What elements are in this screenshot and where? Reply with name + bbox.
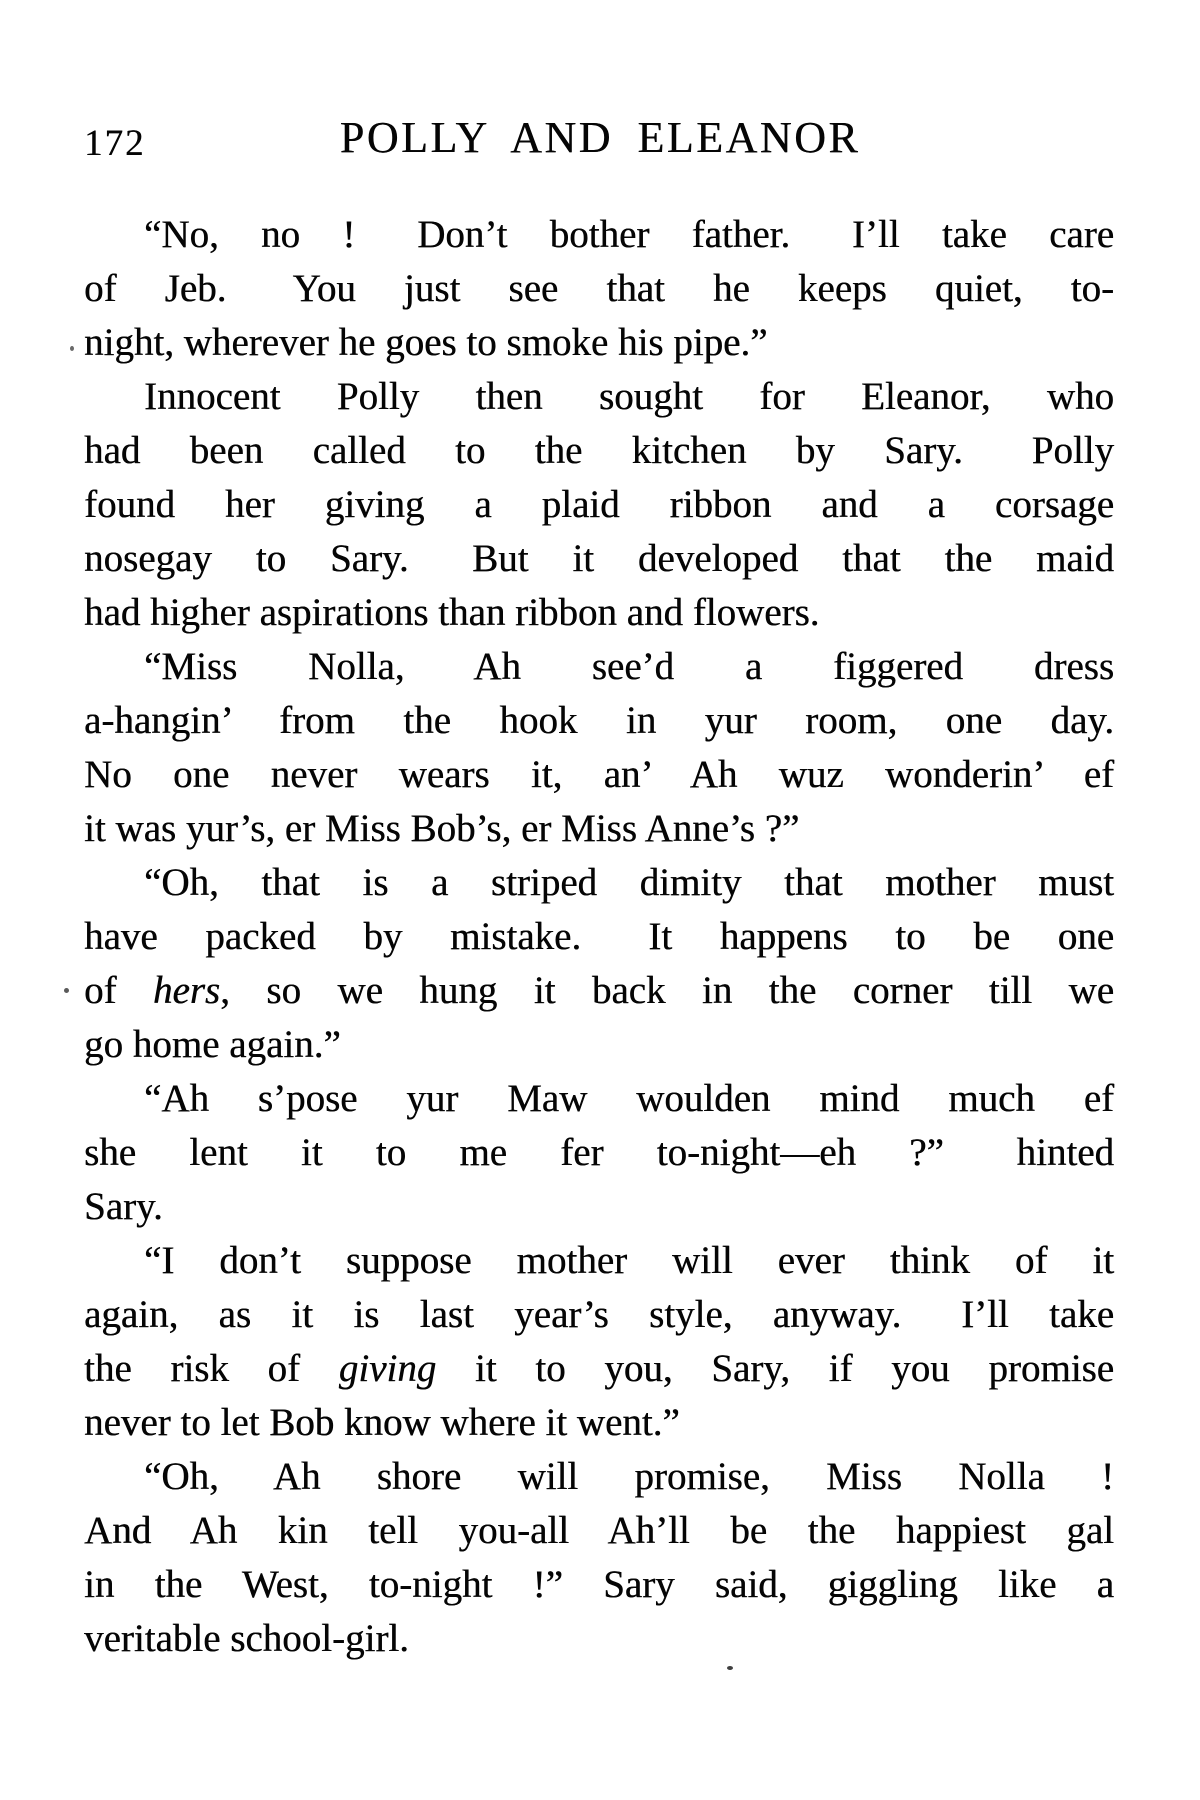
scan-speck (70, 346, 74, 351)
text-line: Innocent Polly then sought for Eleanor, who (144, 375, 1114, 418)
text-line: a-hangin’ from the hook in yur room, one day. (84, 699, 1114, 742)
text-line: “Oh, Ah shore will promise, Miss Nolla ! (144, 1455, 1114, 1498)
text-segment: the risk of (84, 1347, 339, 1390)
text-line: have packed by mistake. It happens to be one (84, 915, 1114, 958)
text-line: “No, no ! Don’t bother father. I’ll take care (144, 213, 1114, 256)
text-line (84, 1342, 1114, 1396)
text-line: “I don’t suppose mother will ever think of it (144, 1239, 1114, 1282)
text-line: in the West, to-night !” Sary said, giggling like a (84, 1563, 1114, 1606)
text-line: “Ah s’pose yur Maw woulden mind much ef (144, 1077, 1114, 1120)
italic-word: hers (152, 969, 221, 1012)
text-line: “Miss Nolla, Ah see’d a figgered dress (144, 645, 1114, 688)
text-line: go home again.” (84, 1023, 341, 1066)
scan-speck (727, 1666, 733, 1670)
text-line: had been called to the kitchen by Sary. Polly (84, 429, 1114, 472)
text-line (84, 964, 1114, 1018)
page-number: 172 (84, 123, 146, 164)
text-line: of Jeb. You just see that he keeps quiet, to- (84, 267, 1114, 310)
italic-word: giving (338, 1347, 437, 1390)
text-line: she lent it to me fer to-night—eh ?” hinted (84, 1131, 1114, 1174)
text-line: found her giving a plaid ribbon and a corsage (84, 483, 1114, 526)
running-title: POLLY AND ELEANOR (339, 113, 861, 162)
text-line: it was yur’s, er Miss Bob’s, er Miss Anne’s ?” (84, 807, 800, 850)
text-segment: of (84, 969, 153, 1012)
text-line: Sary. (84, 1185, 163, 1228)
text-line: “Oh, that is a striped dimity that mother must (144, 861, 1114, 904)
text-line: veritable school-girl. (84, 1617, 409, 1660)
scan-speck (64, 988, 69, 993)
text-line: No one never wears it, an’ Ah wuz wonderin’ ef (84, 753, 1114, 796)
text-segment: , so we hung it back in the corner till we (220, 969, 1114, 1012)
text-segment: it to you, Sary, if you promise (436, 1347, 1114, 1390)
page-body (84, 208, 1114, 1666)
text-line: nosegay to Sary. But it developed that the maid (84, 537, 1114, 580)
text-line: And Ah kin tell you-all Ah’ll be the happiest gal (84, 1509, 1114, 1552)
text-line: never to let Bob know where it went.” (84, 1401, 680, 1444)
page-header (0, 112, 1200, 172)
text-line: had higher aspirations than ribbon and flowers. (84, 591, 820, 634)
text-line: again, as it is last year’s style, anyway. I’ll take (84, 1293, 1114, 1336)
text-line: night, wherever he goes to smoke his pipe.” (84, 321, 768, 364)
